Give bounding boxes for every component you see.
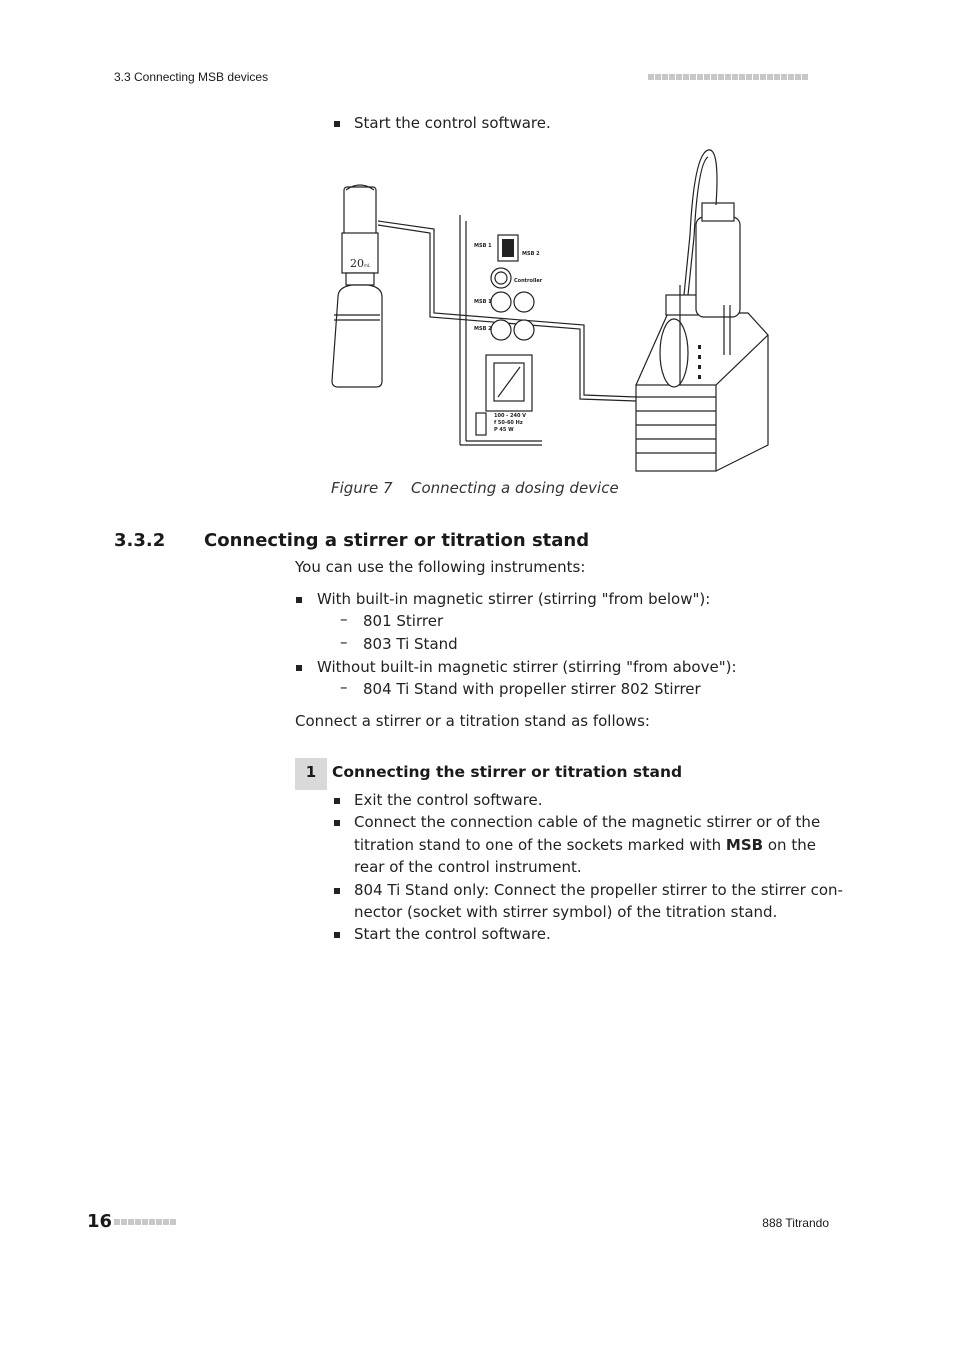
step-item-continuation — [354, 834, 816, 856]
step-item: 804 Ti Stand only: Connect the propeller stirrer to the stirrer con- — [354, 881, 843, 899]
figure-dosing-device — [328, 145, 788, 475]
dosing-device-illustration — [328, 145, 788, 475]
list-item: With built-in magnetic stirrer (stirring "from below"): — [317, 590, 711, 608]
header-decoration — [648, 74, 808, 80]
footer-product: 888 Titrando — [762, 1216, 829, 1230]
sub-list-item: 804 Ti Stand with propeller stirrer 802 Stirrer — [363, 680, 701, 698]
bullet-icon — [334, 888, 340, 894]
label-power2: f 50-60 Hz — [494, 420, 523, 426]
step-item: Exit the control software. — [354, 791, 543, 809]
figure-caption — [331, 479, 619, 497]
dash-icon: – — [340, 633, 348, 651]
label-power3: P 45 W — [494, 427, 514, 433]
step-item: Start the control software. — [354, 925, 551, 943]
step-text: titration stand to one of the sockets marked with — [354, 836, 726, 854]
figure-caption-number: Figure 7 — [331, 479, 393, 497]
dash-icon: – — [340, 610, 348, 628]
sub-list-item: 803 Ti Stand — [363, 635, 458, 653]
label-msb1: MSB 1 — [474, 299, 492, 305]
connect-intro: Connect a stirrer or a titration stand as follows: — [295, 712, 650, 730]
label-power1: 100 - 240 V — [494, 413, 527, 419]
step-item: Connect the connection cable of the magnetic stirrer or of the — [354, 813, 821, 831]
label-msb2: MSB 2 — [474, 326, 492, 332]
running-header-section: 3.3 Connecting MSB devices — [114, 70, 269, 84]
label-unit: mL — [364, 263, 371, 268]
bullet-icon — [334, 798, 340, 804]
section-intro: You can use the following instruments: — [295, 558, 586, 576]
figure-caption-text: Connecting a dosing device — [411, 479, 619, 497]
label-msb1-top: MSB 1 — [474, 243, 492, 249]
bullet-icon — [296, 597, 302, 603]
step-item-continuation: rear of the control instrument. — [354, 858, 582, 876]
page-number: 16 — [87, 1211, 113, 1232]
sub-list-item: 801 Stirrer — [363, 612, 444, 630]
label-volume: 20 — [350, 257, 364, 270]
bullet-icon — [334, 820, 340, 826]
dash-icon: – — [340, 678, 348, 696]
bullet-icon — [334, 932, 340, 938]
step-item-continuation: nector (socket with stirrer symbol) of the titration stand. — [354, 903, 778, 921]
section-title: Connecting a stirrer or titration stand — [204, 530, 590, 551]
intro-step-text: Start the control software. — [354, 114, 551, 132]
bullet-icon — [334, 121, 340, 127]
bullet-icon — [296, 665, 302, 671]
label-msb2-top: MSB 2 — [522, 251, 540, 257]
step-number-badge: 1 — [295, 758, 327, 790]
label-controller: Controller — [514, 278, 543, 284]
step-text: on the — [763, 836, 816, 854]
step-title: Connecting the stirrer or titration stand — [332, 763, 683, 781]
list-item: Without built-in magnetic stirrer (stirring "from above"): — [317, 658, 737, 676]
footer-decoration — [114, 1219, 176, 1225]
msb-term: MSB — [725, 836, 764, 854]
section-number: 3.3.2 — [114, 530, 166, 551]
